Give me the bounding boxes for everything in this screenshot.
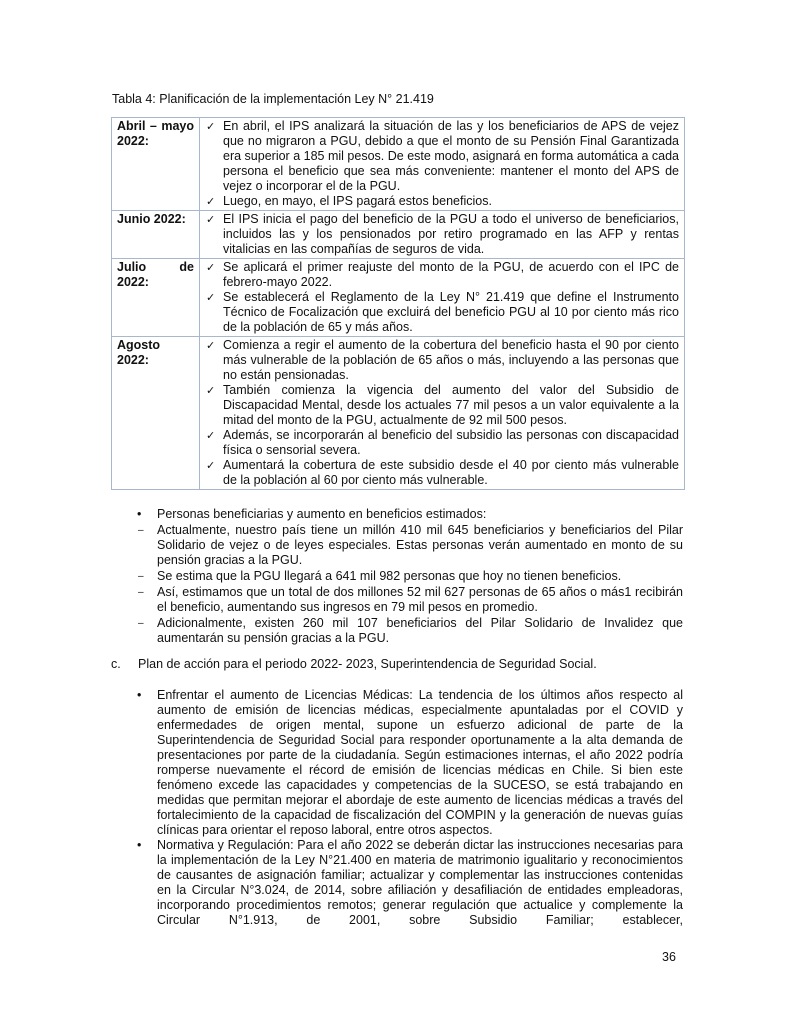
action-plan-list: [133, 688, 683, 928]
checkmark-icon: ✓: [206, 261, 216, 274]
list-item: [133, 838, 683, 928]
item-text: Adicionalmente, existen 260 mil 107 beneficiarios del Pilar Solidario de Invalidez que aumentarán su pensión gracias a la PGU.: [157, 616, 683, 645]
bullet-icon: •: [137, 688, 142, 702]
item-text: Enfrentar el aumento de Licencias Médicas: La tendencia de los últimos años respecto al aumento de emisión de licencias médicas, especialmente apuntaladas por el COVID y enfermedades de origen mental, supone un esfuerzo adicional de parte de la Superintendencia de Seguridad Social para responder oportunamente a la alta demanda de presentaciones por parte de la ciudadanía. Según estimaciones internas, el año 2022 podría romperse nuevamente el récord de emisión de licencias médicas en Chile. Si bien este fenómeno excede las capacidades y competencias de la SUCESO, se está trabajando en medidas que permitan mejorar el abordaje de este aumento de licencias médicas a través del fortalecimiento de la capacidad de fiscalización del COMPIN y la generación de nuevas guías clínicas para orientar el reposo laboral, entre otros aspectos.: [157, 688, 683, 837]
checkmark-icon: ✓: [206, 291, 216, 304]
section-heading: [111, 657, 685, 672]
beneficiaries-list: [133, 507, 683, 647]
list-item: [133, 688, 683, 838]
table-row: [112, 337, 685, 490]
item-text: El IPS inicia el pago del beneficio de la PGU a todo el universo de beneficiarios, incluidos las y los pensionados por retiro programado en las AFP y rentas vitalicias en las compañías de seguros de vida.: [223, 212, 679, 256]
bullet-icon: •: [137, 838, 142, 852]
table-caption: Tabla 4: Planificación de la implementación Ley N° 21.419: [112, 92, 434, 106]
period-cell: [112, 337, 200, 490]
checkmark-icon: ✓: [206, 384, 216, 397]
list-item: [133, 569, 683, 584]
list-item: [205, 260, 679, 290]
item-text: Actualmente, nuestro país tiene un millón 410 mil 645 beneficiarios y beneficiarios del Pilar Solidario de vejez o de leyes especiales. Estas personas verán aumentado en monto de su pensión gracias a la PGU.: [157, 523, 683, 567]
dash-icon: –: [138, 587, 144, 598]
section-title: Plan de acción para el periodo 2022- 2023, Superintendencia de Seguridad Social.: [138, 657, 597, 671]
period-label: Agosto 2022:: [117, 338, 161, 367]
item-text: También comienza la vigencia del aumento del valor del Subsidio de Discapacidad Mental, desde los actuales 77 mil pesos a un valor equivalente a la mitad del monto de la PGU, actualmente de 92 mil 500 pesos.: [223, 383, 679, 427]
implementation-plan-table: [111, 117, 685, 490]
table-row: [112, 118, 685, 211]
bullet-icon: •: [137, 507, 142, 521]
period-label: Junio 2022:: [117, 212, 186, 226]
dash-icon: –: [138, 618, 144, 629]
dash-icon: –: [138, 571, 144, 582]
item-text: Normativa y Regulación: Para el año 2022 se deberán dictar las instrucciones necesarias para la implementación de la Ley N°21.400 en materia de matrimonio igualitario y reconocimientos de causantes de asignación familiar; actualizar y complementar las instrucciones contenidas en la Circular N°3.024, de 2014, sobre afiliación y desafiliación de entidades empleadoras, incorporando procedimientos remotos; generar regulación que actualice y complemente la Circular N°1.913, de 2001, sobre Subsidio Familiar; establecer,: [157, 838, 683, 927]
checkmark-icon: ✓: [206, 429, 216, 442]
list-item: [205, 119, 679, 194]
list-item: [205, 290, 679, 335]
period-label: Abril – mayo 2022:: [117, 119, 194, 148]
list-item: [133, 585, 683, 615]
list-item: [205, 338, 679, 383]
dash-icon: –: [138, 525, 144, 536]
checkmark-icon: ✓: [206, 339, 216, 352]
list-item: [205, 212, 679, 257]
checkmark-icon: ✓: [206, 120, 216, 133]
items-cell: [200, 337, 685, 490]
table-row: [112, 259, 685, 337]
period-cell: [112, 118, 200, 211]
list-item: [133, 616, 683, 646]
item-text: Se aplicará el primer reajuste del monto de la PGU, de acuerdo con el IPC de febrero-mayo 2022.: [223, 260, 679, 289]
item-text: En abril, el IPS analizará la situación de las y los beneficiarios de APS de vejez que no migraron a PGU, debido a que el monto de su Pensión Final Garantizada era superior a 185 mil pesos. De este modo, asignará en forma automática a cada persona el beneficio que sea más conveniente: mantener el monto del APS de vejez o incorporar el de la PGU.: [223, 119, 679, 193]
item-text: Además, se incorporarán al beneficio del subsidio las personas con discapacidad física o sensorial severa.: [223, 428, 679, 457]
checkmark-icon: ✓: [206, 213, 216, 226]
list-item: [205, 458, 679, 488]
item-text: Luego, en mayo, el IPS pagará estos beneficios.: [223, 194, 492, 208]
item-text: Comienza a regir el aumento de la cobertura del beneficio hasta el 90 por ciento más vulnerable de la población de 65 años o más, incluyendo a las personas que no están pensionadas.: [223, 338, 679, 382]
table-row: [112, 211, 685, 259]
item-text: Aumentará la cobertura de este subsidio desde el 40 por ciento más vulnerable de la población al 60 por ciento más vulnerable.: [223, 458, 679, 487]
list-item: [205, 383, 679, 428]
list-heading: [133, 507, 683, 522]
period-label: Julio de 2022:: [117, 260, 194, 289]
checkmark-icon: ✓: [206, 195, 216, 208]
section-marker: c.: [111, 657, 121, 671]
items-cell: [200, 118, 685, 211]
period-cell: [112, 211, 200, 259]
items-cell: [200, 259, 685, 337]
list-item: [205, 428, 679, 458]
item-text: Se establecerá el Reglamento de la Ley N° 21.419 que define el Instrumento Técnico de Focalización que excluirá del beneficio PGU al 10 por ciento más rico de la población de 65 y más años.: [223, 290, 679, 334]
item-text: Se estima que la PGU llegará a 641 mil 982 personas que hoy no tienen beneficios.: [157, 569, 622, 583]
list-item: [133, 523, 683, 568]
page-number: 36: [662, 950, 676, 964]
items-cell: [200, 211, 685, 259]
heading-text: Personas beneficiarias y aumento en beneficios estimados:: [157, 507, 487, 521]
checkmark-icon: ✓: [206, 459, 216, 472]
list-item: [205, 194, 679, 209]
item-text: Así, estimamos que un total de dos millones 52 mil 627 personas de 65 años o más1 recibirán el beneficio, aumentando sus ingresos en 79 mil pesos en promedio.: [157, 585, 683, 614]
period-cell: [112, 259, 200, 337]
